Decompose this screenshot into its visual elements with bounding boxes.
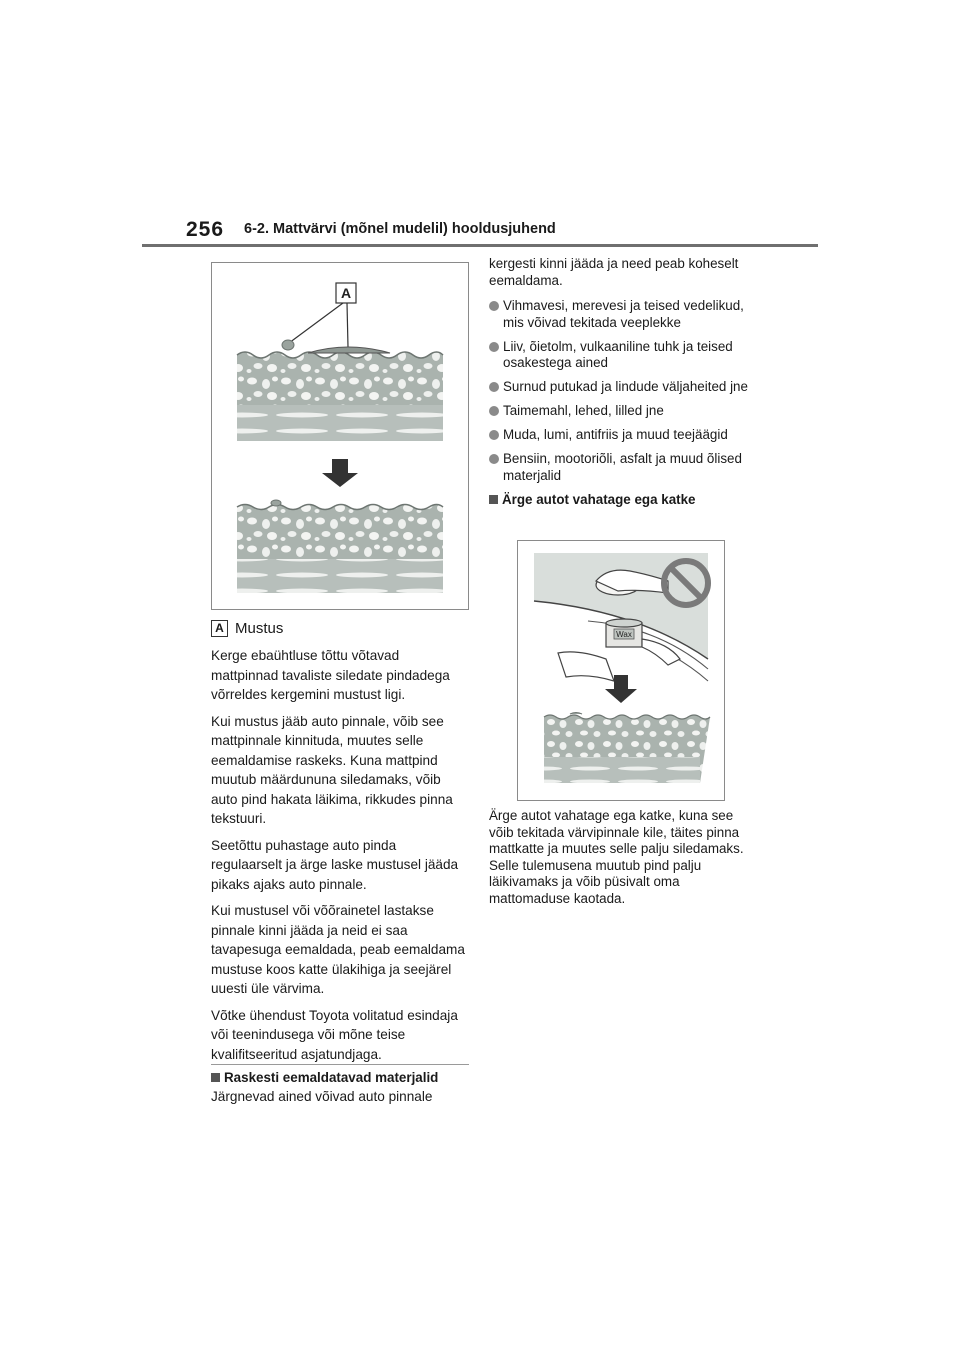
legend-letter: A xyxy=(211,620,228,637)
no-wax-illustration xyxy=(517,540,725,801)
bullet-dot-icon xyxy=(489,406,499,416)
figure-legend xyxy=(211,620,283,637)
header-rule xyxy=(142,244,818,247)
dirt-illustration xyxy=(211,262,469,610)
material-list xyxy=(489,298,759,484)
list-item: Liiv, õietolm, vulkaaniline tuhk ja teised osakestega ained xyxy=(489,339,759,372)
list-item: Taimemahl, lehed, lilled jne xyxy=(489,403,759,420)
wax-paragraph: Ärge autot vahatage ega katke, kuna see võib tekitada värvipinnale kile, täites pinna mattkatte ja muutes selle palju siledamaks. Selle tulemusena muutub pind palju läikivamaks ja võib püsivalt oma mattomaduse kaotada. xyxy=(489,808,744,906)
surface-layer-waxed xyxy=(544,713,710,784)
callout-line-2 xyxy=(347,303,348,347)
square-bullet-icon xyxy=(211,1073,220,1082)
section-heading-text: Ärge autot vahatage ega katke xyxy=(502,491,696,507)
surface-layer-after xyxy=(237,500,443,593)
dirt-diagram xyxy=(212,263,468,609)
list-item: Vihmavesi, merevesi ja teised vedelikud, mis võivad tekitada veeplekke xyxy=(489,298,759,331)
section-heading xyxy=(211,1070,469,1085)
section-title: 6-2. Mattvärvi (mõnel mudelil) hooldusjuhend xyxy=(244,221,556,237)
paragraph: Võtke ühendust Toyota volitatud esindaja või teenindusega või mõne teise kvalifitseeritud asjatundjaga. xyxy=(211,1007,458,1062)
paragraph: Kui mustus jääb auto pinnale, võib see mattpinnale kinnituda, muutes selle eemaldamise raskeks. Kuna mattpind muutub määrdununa siledamaks, võib auto pind hakata läikima, rikkudes pinna tekstuuri. xyxy=(211,713,453,826)
section-heading xyxy=(489,492,759,509)
square-bullet-icon xyxy=(489,495,498,504)
list-item: Surnud putukad ja lindude väljaheited jne xyxy=(489,379,759,396)
continuation-text: kergesti kinni jääda ja need peab koheselt eemaldama. xyxy=(489,256,739,288)
section-intro: Järgnevad ained võivad auto pinnale xyxy=(211,1089,433,1104)
bullet-dot-icon xyxy=(489,342,499,352)
wax-label: Wax xyxy=(616,630,632,639)
left-column xyxy=(211,646,467,1071)
paragraph: Kui mustusel või võõrainetel lastakse pinnale kinni jääda ja neid ei saa tavapesuga eemaldada, peab eemaldama mustuse koos katte ülakihiga ja seejärel uuesti üle värvima. xyxy=(211,903,465,996)
bullet-dot-icon xyxy=(489,382,499,392)
hard-materials-section xyxy=(211,1070,469,1104)
list-item: Muda, lumi, antifriis ja muud teejäägid xyxy=(489,427,759,444)
bullet-dot-icon xyxy=(489,430,499,440)
section-heading-text: Raskesti eemaldatavad materjalid xyxy=(224,1070,439,1085)
legend-label: Mustus xyxy=(235,620,284,637)
right-column-top xyxy=(489,256,759,508)
paragraph: Kerge ebaühtluse tõttu võtavad mattpinnad tavaliste siledate pindadega võrreldes kergemini mustust ligi. xyxy=(211,648,450,702)
section-divider xyxy=(211,1064,469,1065)
bullet-dot-icon xyxy=(489,454,499,464)
bullet-dot-icon xyxy=(489,301,499,311)
page-number: 256 xyxy=(186,218,225,241)
callout-letter: A xyxy=(340,285,352,301)
paragraph: Seetõttu puhastage auto pinda regulaarselt ja ärge laske mustusel jääda pikaks ajaks auto pinnale. xyxy=(211,837,459,892)
down-arrow xyxy=(322,459,358,487)
list-item: Bensiin, mootoriõli, asfalt ja muud õlised materjalid xyxy=(489,451,759,484)
surface-layer-before xyxy=(237,340,443,441)
no-wax-diagram xyxy=(518,541,724,800)
callout-line-1 xyxy=(289,303,343,343)
